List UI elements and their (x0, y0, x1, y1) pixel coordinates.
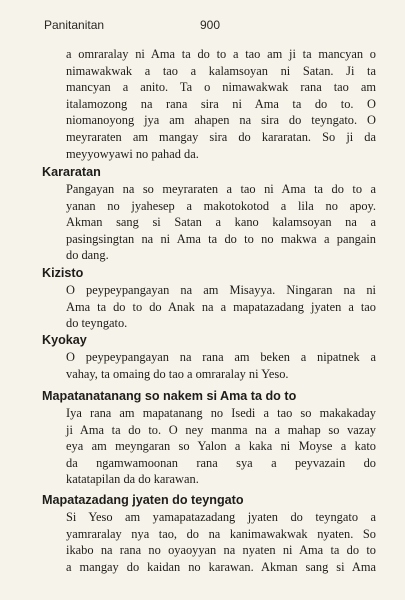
text-line: italamozong na rana sira ni Ama ta do to. O (66, 96, 376, 111)
intro-paragraph (66, 46, 376, 162)
entry-definition-kizisto (66, 282, 376, 332)
text-line: Akman sang si Satan a kano kalamsoyan na a (66, 215, 376, 230)
entry-heading-kyokay: Kyokay (42, 333, 87, 347)
entry-definition-kararatan (66, 181, 376, 264)
text-line: mancyan a anito. Ta o nimawakwak rana tao am (66, 80, 376, 95)
text-line: ji Ama ta do to. O ney manma na a mahap so vazay (66, 422, 376, 437)
text-line: ikabo na rana no oyaoyyan na nyaten ni Ama ta do to (66, 543, 376, 558)
text-line: do dang. (66, 248, 109, 263)
text-line: meyraraten am mangay sira do kararatan. So ji da (66, 129, 376, 144)
text-line: pasingsingtan na ni Ama ta do to no makwa a pangain (66, 231, 376, 246)
text-line: niomanoyong jya am ahapen na sira do teyngato. O (66, 113, 376, 128)
text-line: nimawakwak a tao a kalamsoyan ni Satan. Ji ta (66, 63, 376, 78)
text-line: Ama ta do to do Anak na a mapatazadang jyaten a tao (66, 299, 376, 314)
text-line: katatapilan da do karawan. (66, 472, 199, 487)
text-line: a omraralay ni Ama ta do to a tao am ji ta mancyan o (66, 47, 376, 61)
text-line: eya am meyngaran so Yalon a kaka ni Moyse a kato (66, 439, 376, 454)
text-line: O peypeypangayan na am Misayya. Ningaran na ni (66, 283, 376, 297)
text-line: O peypeypangayan na rana am beken a nipatnek a (66, 350, 376, 364)
entry-heading-kizisto: Kizisto (42, 266, 84, 280)
text-line: meyyowyawi no pahad da. (66, 146, 199, 161)
text-line: yanan no jyahesep a makotokotod a lila no apoy. (66, 198, 376, 213)
text-line: a mangay do kaidan no karawan. Akman sang si Ama (66, 559, 376, 574)
page-number: 900 (200, 18, 221, 32)
text-line: Si Yeso am yamapatazadang jyaten do teyngato a (66, 510, 376, 524)
entry-heading-mapatanatanang: Mapatanatanang so nakem si Ama ta do to (42, 389, 297, 403)
entry-heading-mapatazadang: Mapatazadang jyaten do teyngato (42, 493, 244, 507)
text-line: yamraralay nya tao, do na kanimawakwak nyaten. So (66, 526, 376, 541)
entry-definition-kyokay (66, 349, 376, 382)
entry-heading-kararatan: Kararatan (42, 165, 101, 179)
text-line: do teyngato. (66, 316, 128, 331)
text-line: Iya rana am mapatanang no Isedi a tao so makakaday (66, 406, 376, 420)
book-title: Panitanitan (44, 18, 105, 32)
text-line: vahay, ta omaing do tao a omraralay ni Yeso. (66, 366, 289, 381)
text-line: da ngamwamoonan rana sya a peyvazain do (66, 455, 376, 470)
text-line: Pangayan na so meyraraten a tao ni Ama ta do to a (66, 182, 376, 196)
entry-definition-mapatazadang (66, 509, 376, 575)
entry-definition-mapatanatanang (66, 405, 376, 488)
